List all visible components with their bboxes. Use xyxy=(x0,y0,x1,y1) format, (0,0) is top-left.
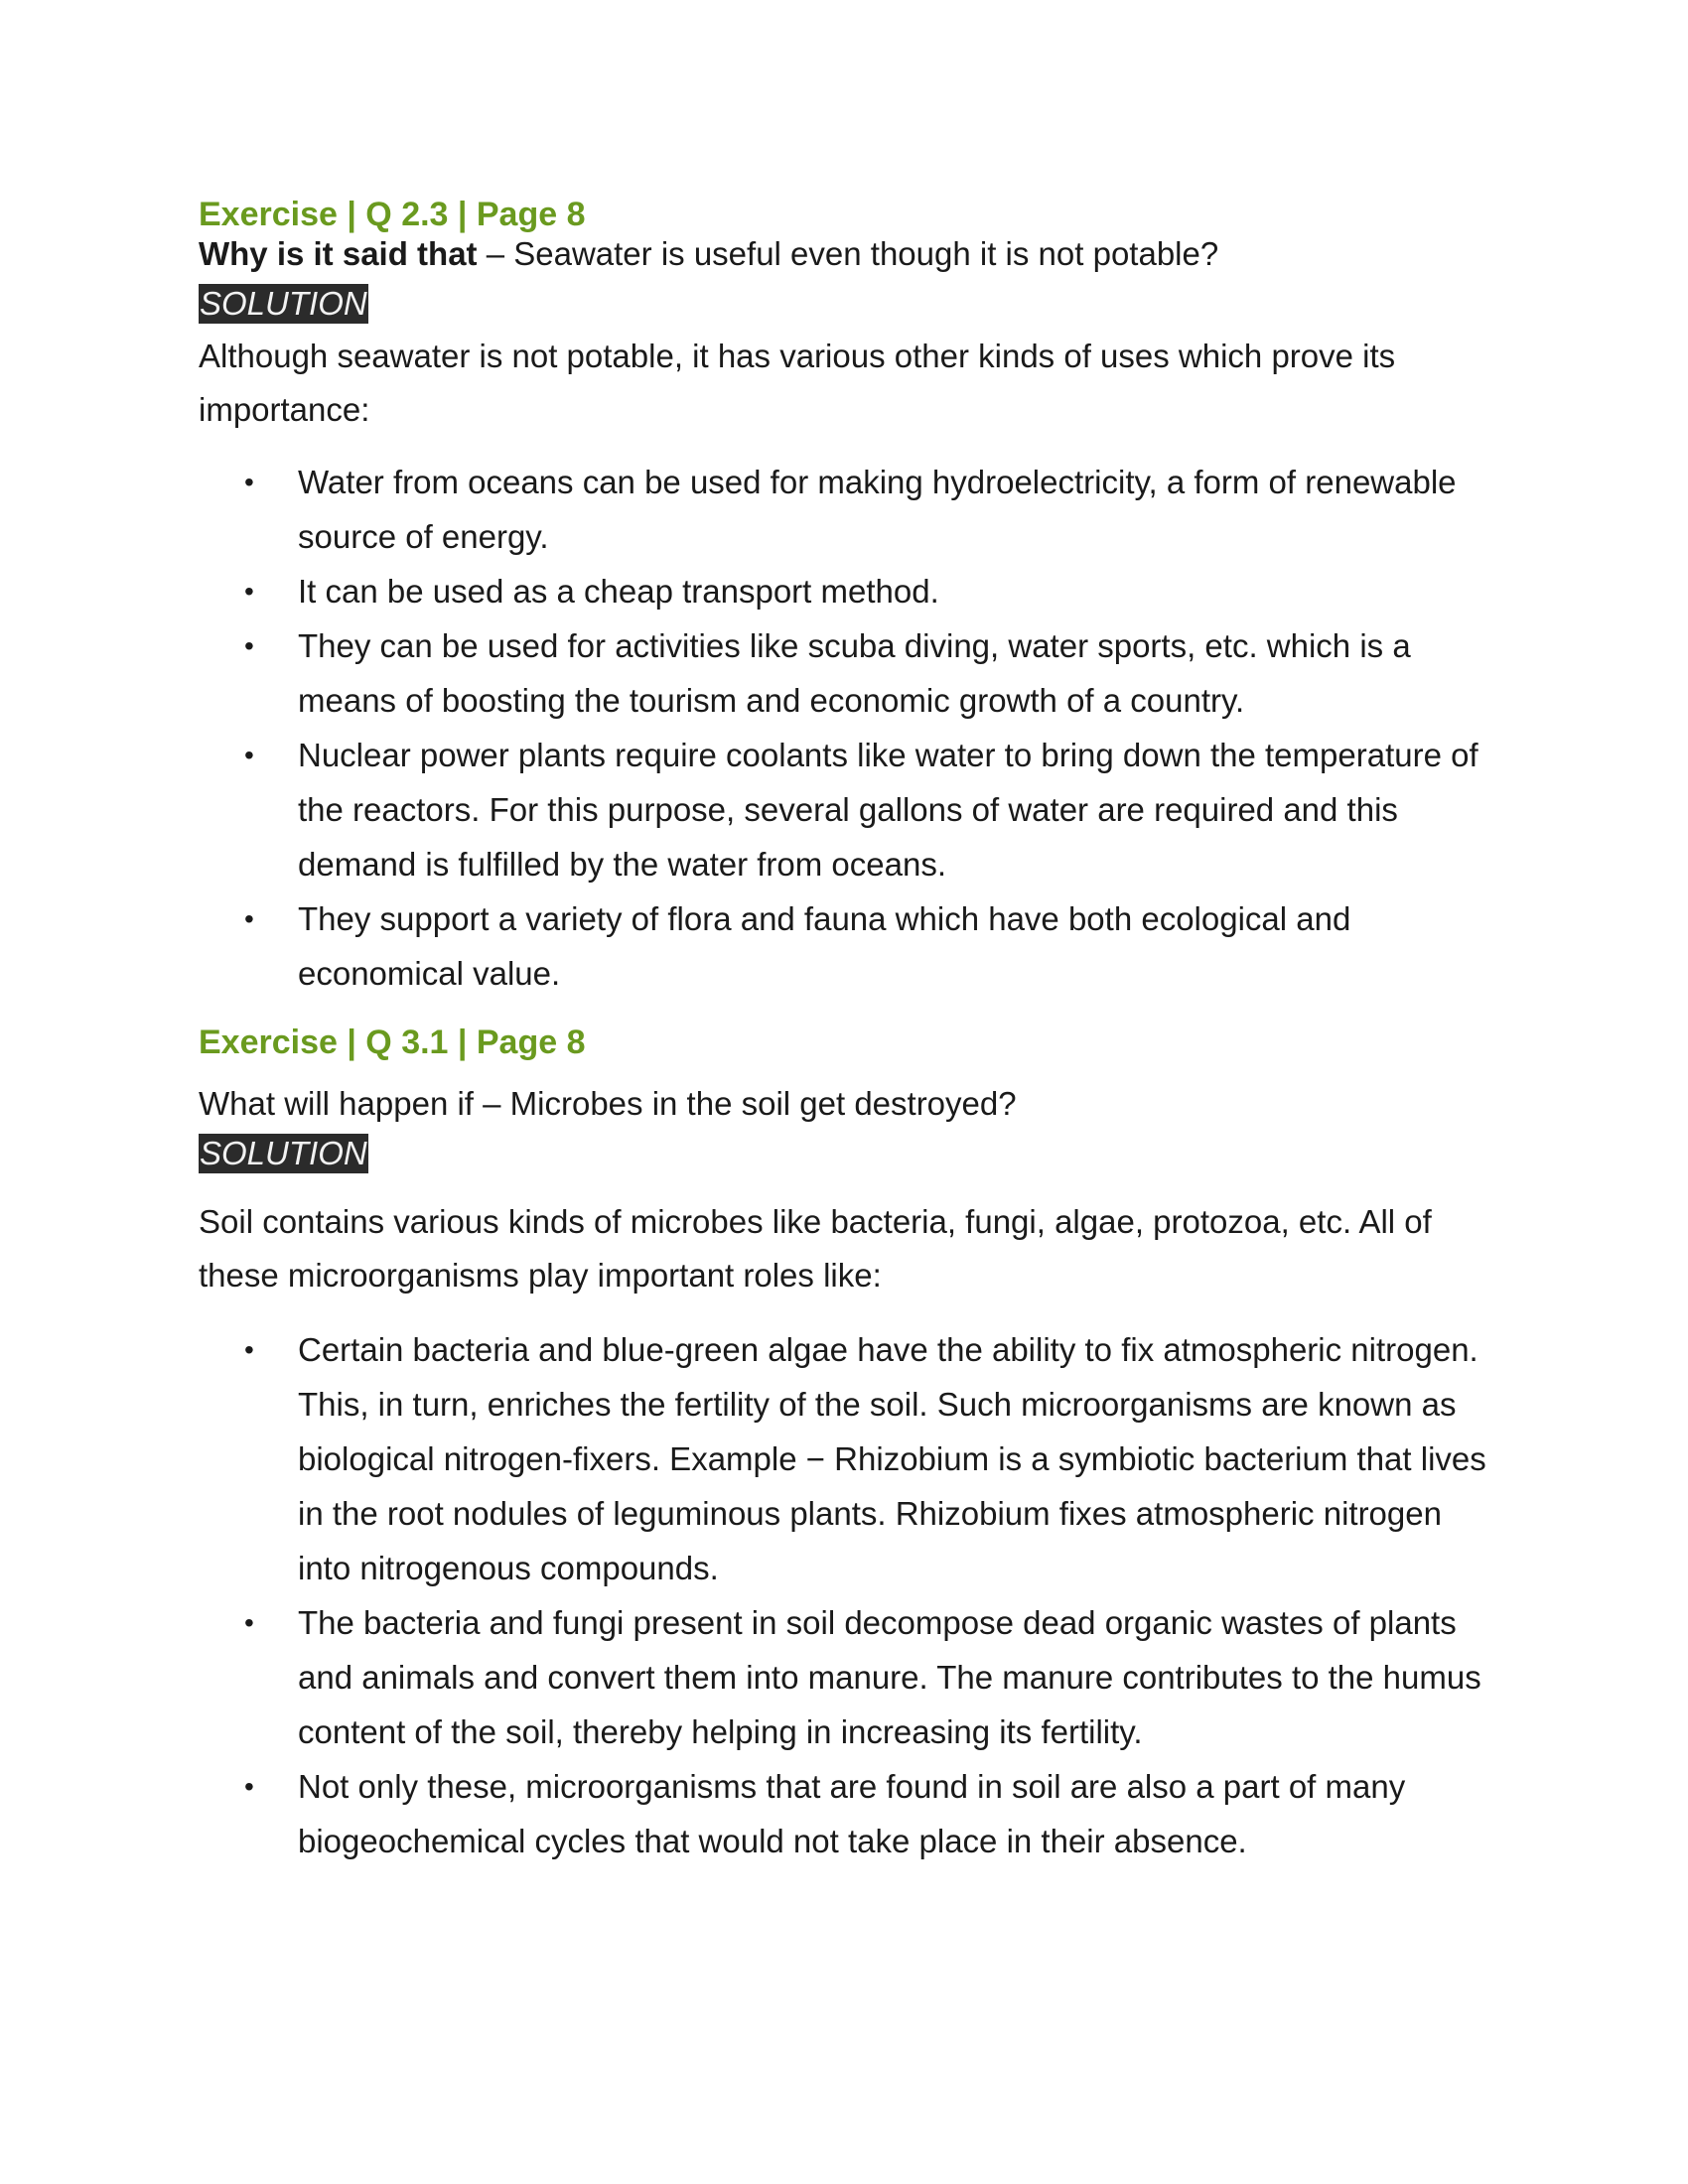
solution-intro: Soil contains various kinds of microbes like bacteria, fungi, algae, protozoa, etc. All of these microorganisms play important roles like: xyxy=(199,1203,1432,1294)
exercise-heading-q3-1: Exercise | Q 3.1 | Page 8 xyxy=(199,1024,586,1061)
list-item xyxy=(199,618,1489,728)
bullet-icon: • xyxy=(244,1334,254,1365)
solution-bullet-list xyxy=(199,1322,1489,1868)
bullet-icon: • xyxy=(244,467,254,497)
list-item-text: The bacteria and fungi present in soil decompose dead organic wastes of plants and animals and convert them into manure. The manure contributes to the humus content of the soil, thereby helping in increasing its fertility. xyxy=(298,1604,1481,1750)
bullet-icon: • xyxy=(244,1607,254,1638)
list-item xyxy=(199,1595,1489,1759)
solution-label: SOLUTION xyxy=(200,285,367,322)
question-text: – Seawater is useful even though it is not potable? xyxy=(477,235,1219,272)
question-q2-3 xyxy=(199,234,1489,274)
list-item-text: Water from oceans can be used for making hydroelectricity, a form of renewable source of energy. xyxy=(298,464,1457,555)
bullet-icon: • xyxy=(244,903,254,934)
document-page xyxy=(199,195,1489,1868)
list-item xyxy=(199,455,1489,564)
list-item xyxy=(199,1322,1489,1595)
list-item-text: It can be used as a cheap transport method. xyxy=(298,573,939,610)
list-item-text: Not only these, microorganisms that are found in soil are also a part of many biogeochemical cycles that would not take place in their absence. xyxy=(298,1768,1406,1859)
list-item xyxy=(199,1759,1489,1868)
solution-label: SOLUTION xyxy=(200,1135,367,1171)
list-item-text: They support a variety of flora and fauna which have both ecological and economical value. xyxy=(298,900,1351,992)
bullet-icon: • xyxy=(244,576,254,607)
solution-bullet-list xyxy=(199,455,1489,1001)
list-item xyxy=(199,564,1489,618)
list-item xyxy=(199,891,1489,1001)
bullet-icon: • xyxy=(244,740,254,770)
list-item xyxy=(199,728,1489,891)
list-item-text: They can be used for activities like scuba diving, water sports, etc. which is a means of boosting the tourism and economic growth of a country. xyxy=(298,627,1411,719)
bullet-icon: • xyxy=(244,1771,254,1802)
question-q3-1: What will happen if – Microbes in the soil get destroyed? xyxy=(199,1085,1017,1122)
bullet-icon: • xyxy=(244,630,254,661)
solution-intro: Although seawater is not potable, it has various other kinds of uses which prove its importance: xyxy=(199,338,1396,428)
list-item-text: Nuclear power plants require coolants like water to bring down the temperature of the reactors. For this purpose, several gallons of water are required and this demand is fulfilled by the water from oceans. xyxy=(298,737,1478,883)
exercise-heading-q2-3: Exercise | Q 2.3 | Page 8 xyxy=(199,196,586,233)
list-item-text: Certain bacteria and blue-green algae have the ability to fix atmospheric nitrogen. This, in turn, enriches the fertility of the soil. Such microorganisms are known as biological nitrogen-fixers. Example − Rhizobium is a symbiotic bacterium that lives in the root nodules of leguminous plants. Rhizobium fixes atmospheric nitrogen into nitrogenous compounds. xyxy=(298,1331,1486,1586)
question-lead: Why is it said that xyxy=(199,235,478,272)
